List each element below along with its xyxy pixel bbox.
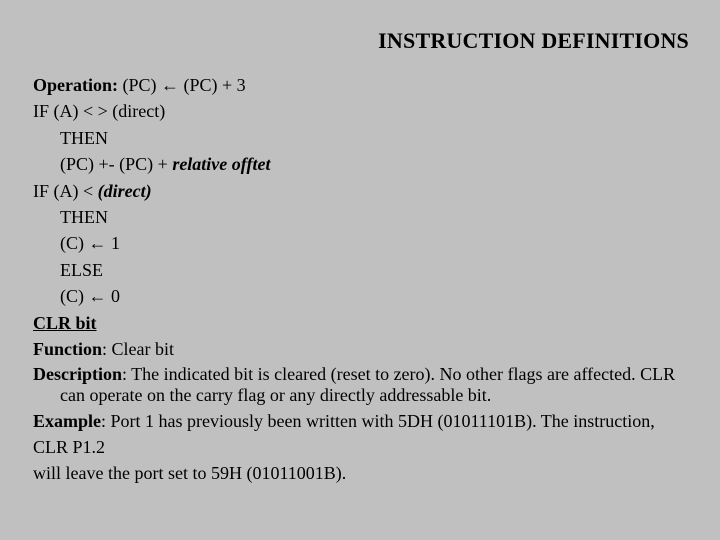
else-line: ELSE <box>60 259 103 280</box>
page-title: INSTRUCTION DEFINITIONS <box>378 28 689 53</box>
description-text: : The indicated bit is cleared (reset to zero). No other flags are affected. CLR can operate on the carry flag or any directly addressable bit. <box>60 364 676 406</box>
instruction-body <box>33 74 693 489</box>
pc-update-text: (PC) +- (PC) + <box>60 154 173 175</box>
direct-text: (direct) <box>97 180 152 201</box>
example-text: : Port 1 has previously been written with 5DH (01011101B). The instruction, <box>101 410 655 431</box>
if-less-text: IF (A) < <box>33 180 98 201</box>
then-line-2: THEN <box>60 206 108 227</box>
clr-p12-line: CLR P1.2 <box>33 437 106 458</box>
operation-label: Operation: <box>33 75 118 95</box>
description-label: Description <box>33 364 122 385</box>
operation-text: (PC) ← (PC) + 3 <box>118 75 246 95</box>
example-label: Example <box>33 410 102 431</box>
pc-update-line <box>33 153 693 175</box>
if-not-equal-line: IF (A) < > (direct) <box>33 101 166 122</box>
result-line: will leave the port set to 59H (01011001B). <box>33 463 347 484</box>
function-label: Function <box>33 338 103 359</box>
description-line <box>33 364 693 406</box>
relative-offset-text: relative offtet <box>172 154 271 175</box>
operation-line <box>33 74 693 96</box>
carry-set-line: (C) ← 1 <box>60 233 120 254</box>
if-less-line <box>33 180 693 202</box>
carry-clear-line: (C) ← 0 <box>60 286 120 307</box>
function-text: : Clear bit <box>102 338 174 359</box>
example-line <box>33 411 693 432</box>
clr-bit-heading-text: CLR bit <box>33 312 97 333</box>
clr-bit-heading <box>33 312 693 334</box>
then-line-1: THEN <box>60 127 108 148</box>
function-line <box>33 338 693 360</box>
